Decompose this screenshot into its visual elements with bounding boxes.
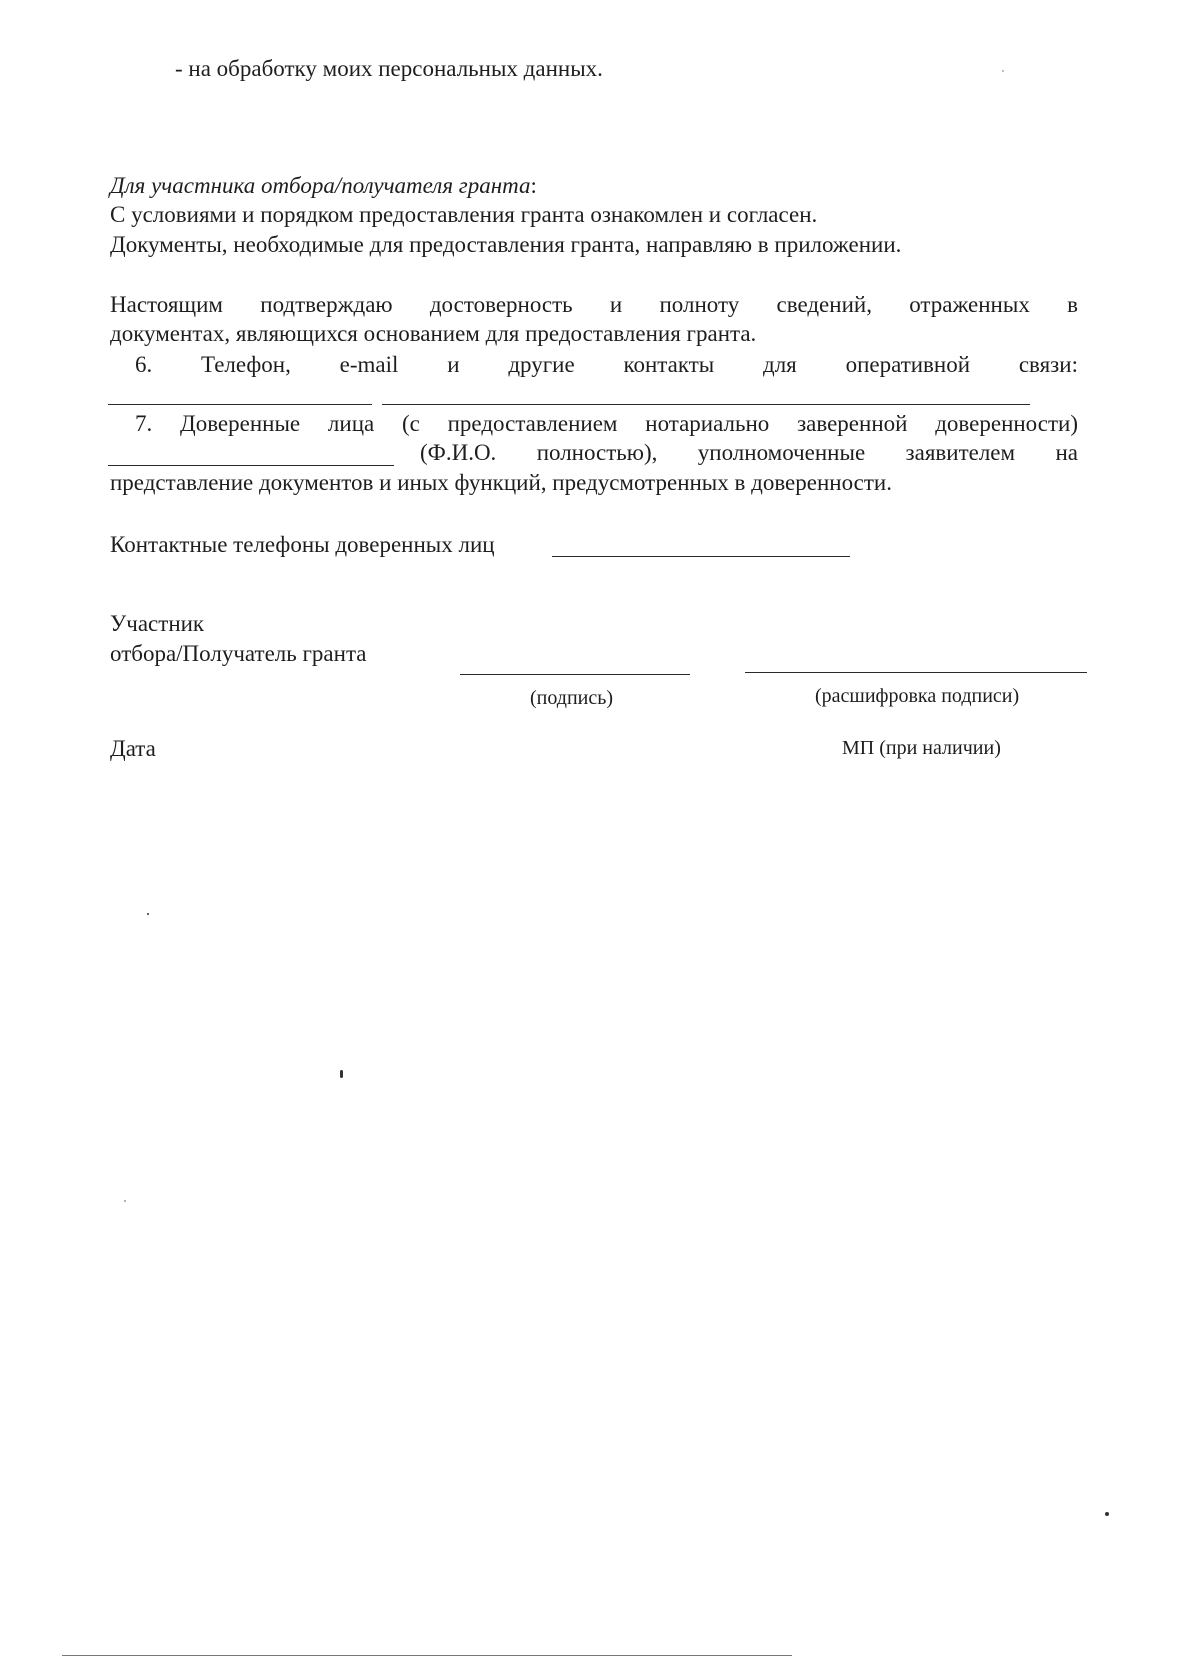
- confirm-word: и: [609, 292, 623, 317]
- agree-line: С условиями и порядком предоставления гранта ознакомлен и согласен.: [110, 202, 818, 227]
- item7-line2-word: заявителем: [905, 440, 1016, 465]
- signature-caption: (подпись): [530, 687, 614, 709]
- item6-word: связи:: [1018, 352, 1078, 377]
- item6-word: 6.: [135, 352, 153, 377]
- item6-word: e-mail: [339, 352, 399, 377]
- scan-speck: [147, 913, 149, 915]
- item7-line2-word: уполномоченные: [697, 440, 866, 465]
- item7-word: 7.: [135, 411, 153, 436]
- consent-item: - на обработку моих персональных данных.: [175, 56, 603, 81]
- item6-word: контакты: [623, 352, 715, 377]
- item7-word: доверенности): [935, 411, 1078, 436]
- scan-speck: [340, 1070, 343, 1078]
- item6-word: Телефон,: [201, 352, 291, 377]
- confirm-word: подтверждаю: [260, 292, 393, 317]
- scan-speck: [124, 1200, 126, 1202]
- scan-speck: [1002, 70, 1004, 72]
- item7-word: лица: [327, 411, 375, 436]
- participant-heading-text: Для участника отбора/получателя гранта: [110, 173, 531, 198]
- item6-word: и: [447, 352, 460, 377]
- item7-word: Доверенные: [180, 411, 301, 436]
- confirm-word: отраженных: [909, 292, 1030, 317]
- confirm-word: в: [1067, 292, 1078, 317]
- confirm-word: полноту: [659, 292, 740, 317]
- confirm-word: Настоящим: [110, 292, 223, 317]
- item-7-line-2: [420, 438, 1078, 468]
- item7-line2-word: (Ф.И.О.: [420, 440, 497, 465]
- item-7-line-3: представление документов и иных функций, предусмотренных в доверенности.: [110, 470, 892, 495]
- confirm-word: достоверность: [429, 292, 573, 317]
- signature-decode-blank[interactable]: [745, 672, 1087, 673]
- contacts-blank-2[interactable]: [382, 404, 1030, 405]
- item6-word: другие: [508, 352, 575, 377]
- confirm-word: сведений,: [776, 292, 872, 317]
- contacts-label: Контактные телефоны доверенных лиц: [110, 532, 495, 557]
- date-label: Дата: [110, 736, 156, 761]
- item6-word: оперативной: [845, 352, 971, 377]
- stamp-label: МП (при наличии): [842, 737, 1001, 759]
- item7-word: нотариально: [645, 411, 770, 436]
- participant-heading-colon: :: [530, 173, 537, 198]
- contacts-phone-blank[interactable]: [552, 556, 850, 557]
- scan-speck: [1105, 1512, 1109, 1516]
- item7-line2-word: на: [1055, 440, 1078, 465]
- item7-line2-word: полностью),: [536, 440, 658, 465]
- signer-label-2: отбора/Получатель гранта: [110, 641, 367, 666]
- participant-heading: [110, 171, 537, 201]
- documents-line: Документы, необходимые для предоставления гранта, направляю в приложении.: [110, 232, 902, 257]
- signature-blank[interactable]: [460, 674, 690, 675]
- item7-word: (с: [401, 411, 420, 436]
- item7-word: предоставлением: [447, 411, 618, 436]
- item7-word: заверенной: [797, 411, 908, 436]
- confirm-line-2: документах, являющихся основанием для предоставления гранта.: [110, 321, 757, 346]
- signer-label-1: Участник: [110, 611, 205, 636]
- contacts-blank-1[interactable]: [108, 404, 372, 405]
- scan-edge-line: [62, 1655, 792, 1656]
- confirm-line-1: [110, 290, 1078, 320]
- item-7-line: [135, 409, 1078, 439]
- trusted-persons-blank[interactable]: [108, 465, 394, 466]
- item6-word: для: [763, 352, 797, 377]
- decode-caption: (расшифровка подписи): [815, 685, 1020, 707]
- item-6-line: [135, 350, 1078, 380]
